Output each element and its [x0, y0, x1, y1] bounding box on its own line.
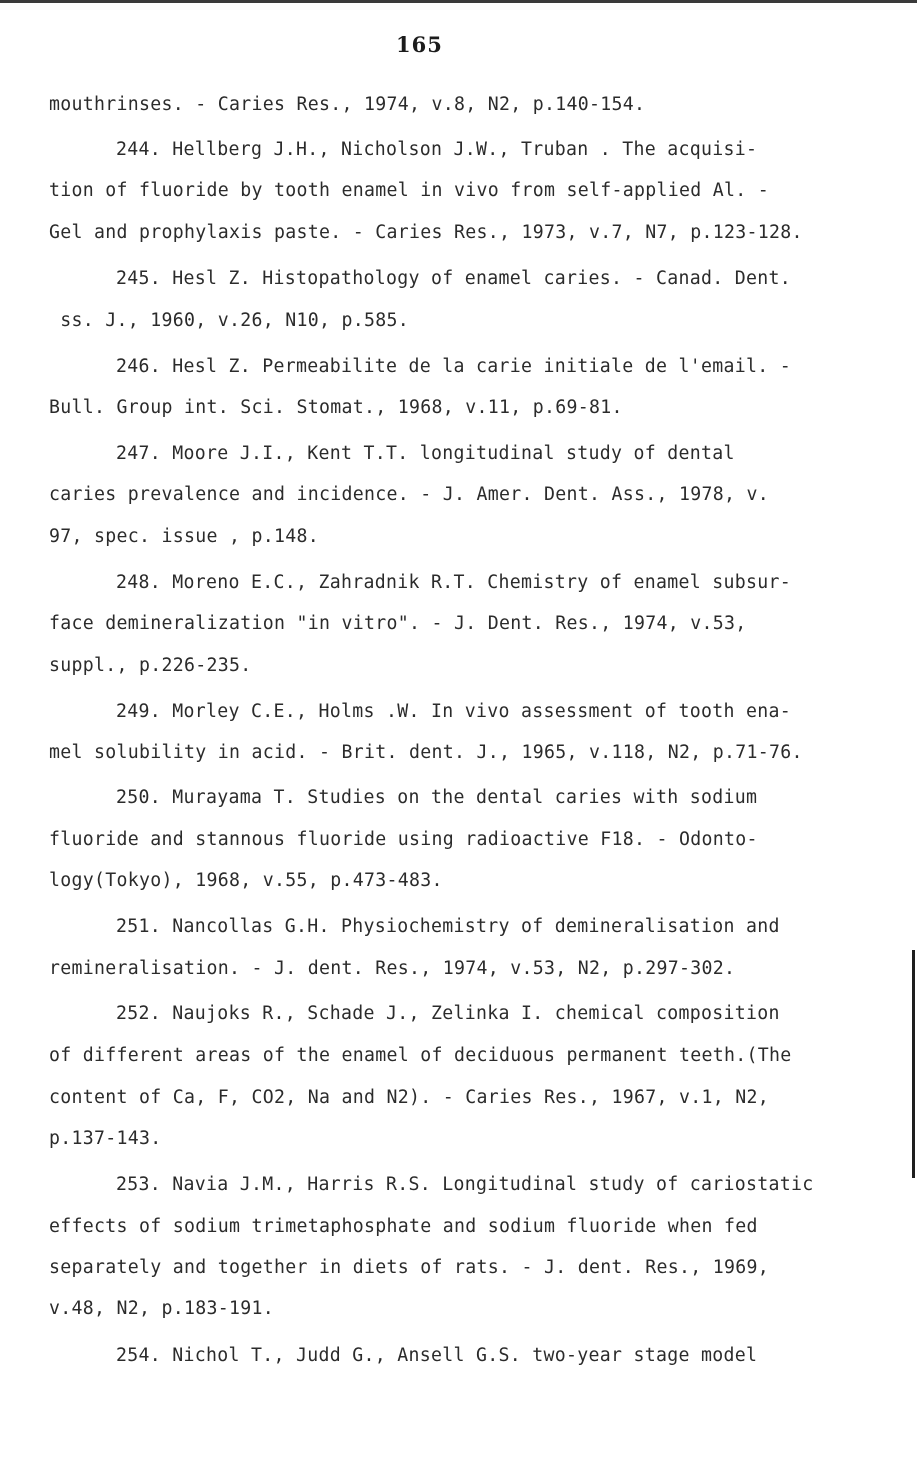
text-line: suppl., p.226-235.: [49, 655, 252, 676]
text-line: 246. Hesl Z. Permeabilite de la carie initiale de l'email. -: [116, 356, 791, 377]
text-line: ss. J., 1960, v.26, N10, p.585.: [49, 310, 409, 331]
text-line: 247. Moore J.I., Kent T.T. longitudinal study of dental: [116, 443, 735, 464]
text-line: 97, spec. issue , p.148.: [49, 526, 319, 547]
top-rule: [0, 0, 917, 3]
text-line: logy(Tokyo), 1968, v.55, p.473-483.: [49, 870, 443, 891]
text-line: mouthrinses. - Caries Res., 1974, v.8, N2, p.140-154.: [49, 94, 646, 115]
text-line: 249. Morley C.E., Holms .W. In vivo assessment of tooth ena-: [116, 701, 791, 722]
text-line: Gel and prophylaxis paste. - Caries Res., 1973, v.7, N7, p.123-128.: [49, 222, 803, 243]
text-line: 252. Naujoks R., Schade J., Zelinka I. chemical composition: [116, 1003, 780, 1024]
page-number: 165: [396, 32, 443, 57]
text-line: 244. Hellberg J.H., Nicholson J.W., Truban . The acquisi-: [116, 139, 758, 160]
scan-edge-mark: [912, 950, 915, 1178]
text-line: 250. Murayama T. Studies on the dental caries with sodium: [116, 787, 758, 808]
text-line: 251. Nancollas G.H. Physiochemistry of demineralisation and: [116, 916, 780, 937]
text-line: face demineralization "in vitro". - J. Dent. Res., 1974, v.53,: [49, 613, 747, 634]
text-line: content of Ca, F, CO2, Na and N2). - Caries Res., 1967, v.1, N2,: [49, 1087, 769, 1108]
text-line: of different areas of the enamel of deciduous permanent teeth.(The: [49, 1045, 792, 1066]
text-line: 253. Navia J.M., Harris R.S. Longitudinal study of cariostatic: [116, 1174, 814, 1195]
text-line: v.48, N2, p.183-191.: [49, 1298, 274, 1319]
text-line: caries prevalence and incidence. - J. Amer. Dent. Ass., 1978, v.: [49, 484, 769, 505]
text-line: p.137-143.: [49, 1128, 162, 1149]
text-line: fluoride and stannous fluoride using radioactive F18. - Odonto-: [49, 829, 758, 850]
text-line: Bull. Group int. Sci. Stomat., 1968, v.11, p.69-81.: [49, 397, 623, 418]
text-line: tion of fluoride by tooth enamel in vivo from self-applied Al. -: [49, 180, 769, 201]
text-line: separately and together in diets of rats. - J. dent. Res., 1969,: [49, 1257, 769, 1278]
text-line: 245. Hesl Z. Histopathology of enamel caries. - Canad. Dent.: [116, 268, 791, 289]
text-line: mel solubility in acid. - Brit. dent. J., 1965, v.118, N2, p.71-76.: [49, 742, 803, 763]
text-line: remineralisation. - J. dent. Res., 1974, v.53, N2, p.297-302.: [49, 958, 736, 979]
text-line: 254. Nichol T., Judd G., Ansell G.S. two-year stage model: [116, 1345, 758, 1366]
text-line: effects of sodium trimetaphosphate and sodium fluoride when fed: [49, 1216, 758, 1237]
text-line: 248. Moreno E.C., Zahradnik R.T. Chemistry of enamel subsur-: [116, 572, 791, 593]
